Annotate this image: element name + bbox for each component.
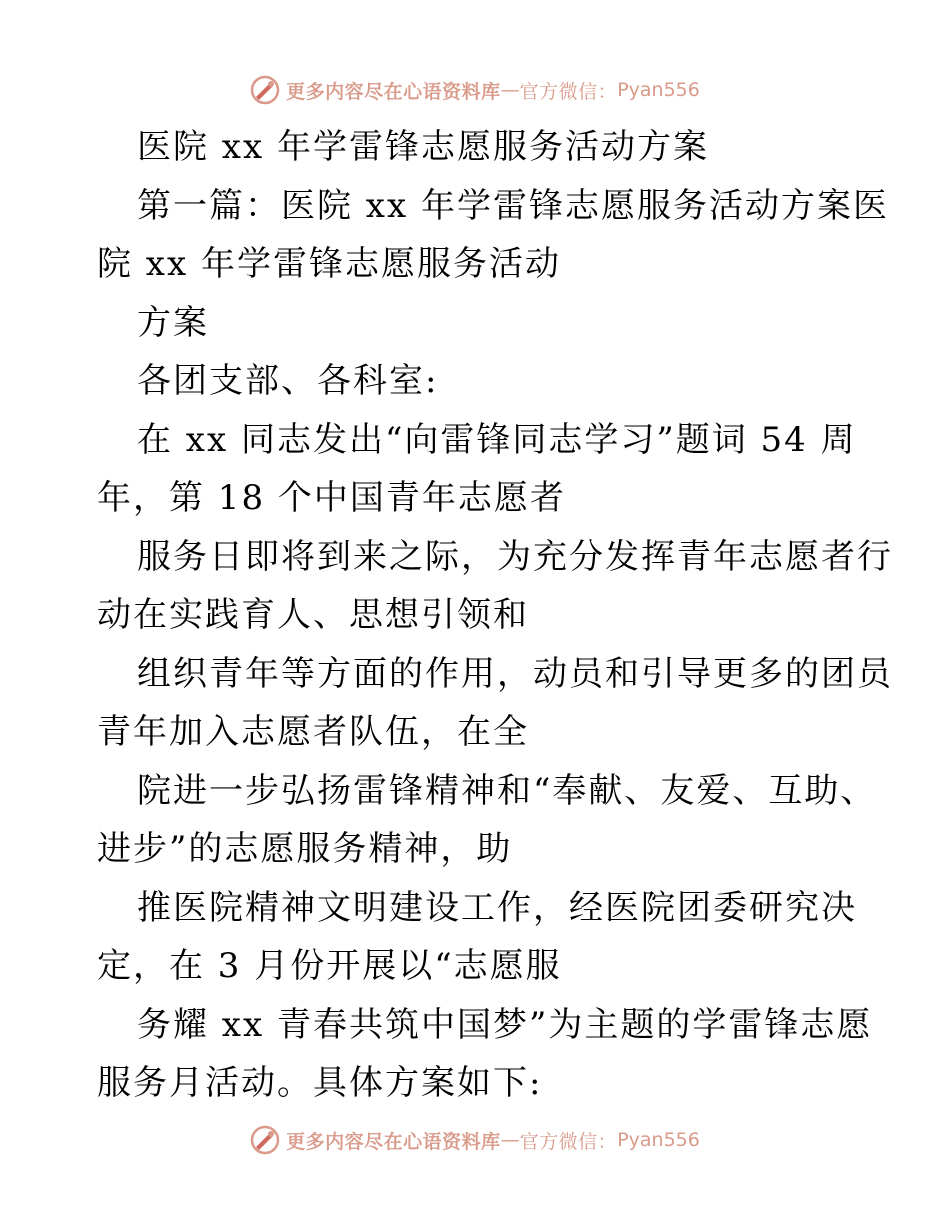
document-line: 青年加入志愿者队伍，在全 xyxy=(97,712,529,752)
watermark-separator: — xyxy=(500,79,520,101)
document-line: 动在实践育人、思想引领和 xyxy=(97,595,529,635)
watermark-brand-text: 更多内容尽在心语资料库 xyxy=(286,1130,501,1153)
brand-logo-icon xyxy=(250,75,280,105)
document-line: 推医院精神文明建设工作，经医院团委研究决 xyxy=(137,887,857,928)
document-line: 在 xx 同志发出“向雷锋同志学习”题词 54 周 xyxy=(137,419,857,460)
watermark-wechat-label: 官方微信： xyxy=(519,80,618,103)
document-line: 进步”的志愿服务精神，助 xyxy=(97,829,513,869)
document-line: 组织青年等方面的作用，动员和引导更多的团员 xyxy=(137,653,893,694)
watermark-wechat-handle: Pyan556 xyxy=(617,1129,700,1151)
watermark-brand-text: 更多内容尽在心语资料库 xyxy=(286,80,501,103)
document-line: 院 xx 年学雷锋志愿服务活动 xyxy=(97,244,561,284)
document-line: 第一篇：医院 xx 年学雷锋志愿服务活动方案医 xyxy=(137,185,889,226)
document-line: 年，第 18 个中国青年志愿者 xyxy=(97,478,566,518)
document-line: 方案 xyxy=(137,302,209,343)
watermark-wechat-label: 官方微信： xyxy=(519,1130,618,1153)
document-line: 服务日即将到来之际，为充分发挥青年志愿者行 xyxy=(137,536,893,577)
header-watermark xyxy=(0,70,950,110)
document-line: 服务月活动。具体方案如下: xyxy=(97,1063,543,1103)
document-line: 务耀 xx 青春共筑中国梦”为主题的学雷锋志愿 xyxy=(137,1004,873,1045)
watermark-wechat-handle: Pyan556 xyxy=(617,79,700,101)
document-body xyxy=(97,118,893,1113)
brand-logo-icon xyxy=(250,1125,280,1155)
document-line: 院进一步弘扬雷锋精神和“奉献、友爱、互助、 xyxy=(137,770,877,811)
watermark-separator: — xyxy=(500,1129,520,1151)
document-title-line: 医院 xx 年学雷锋志愿服务活动方案 xyxy=(137,127,709,167)
document-salutation-line: 各团支部、各科室: xyxy=(137,361,439,401)
footer-watermark xyxy=(0,1120,950,1160)
document-line: 定，在 3 月份开展以“志愿服 xyxy=(97,946,562,986)
